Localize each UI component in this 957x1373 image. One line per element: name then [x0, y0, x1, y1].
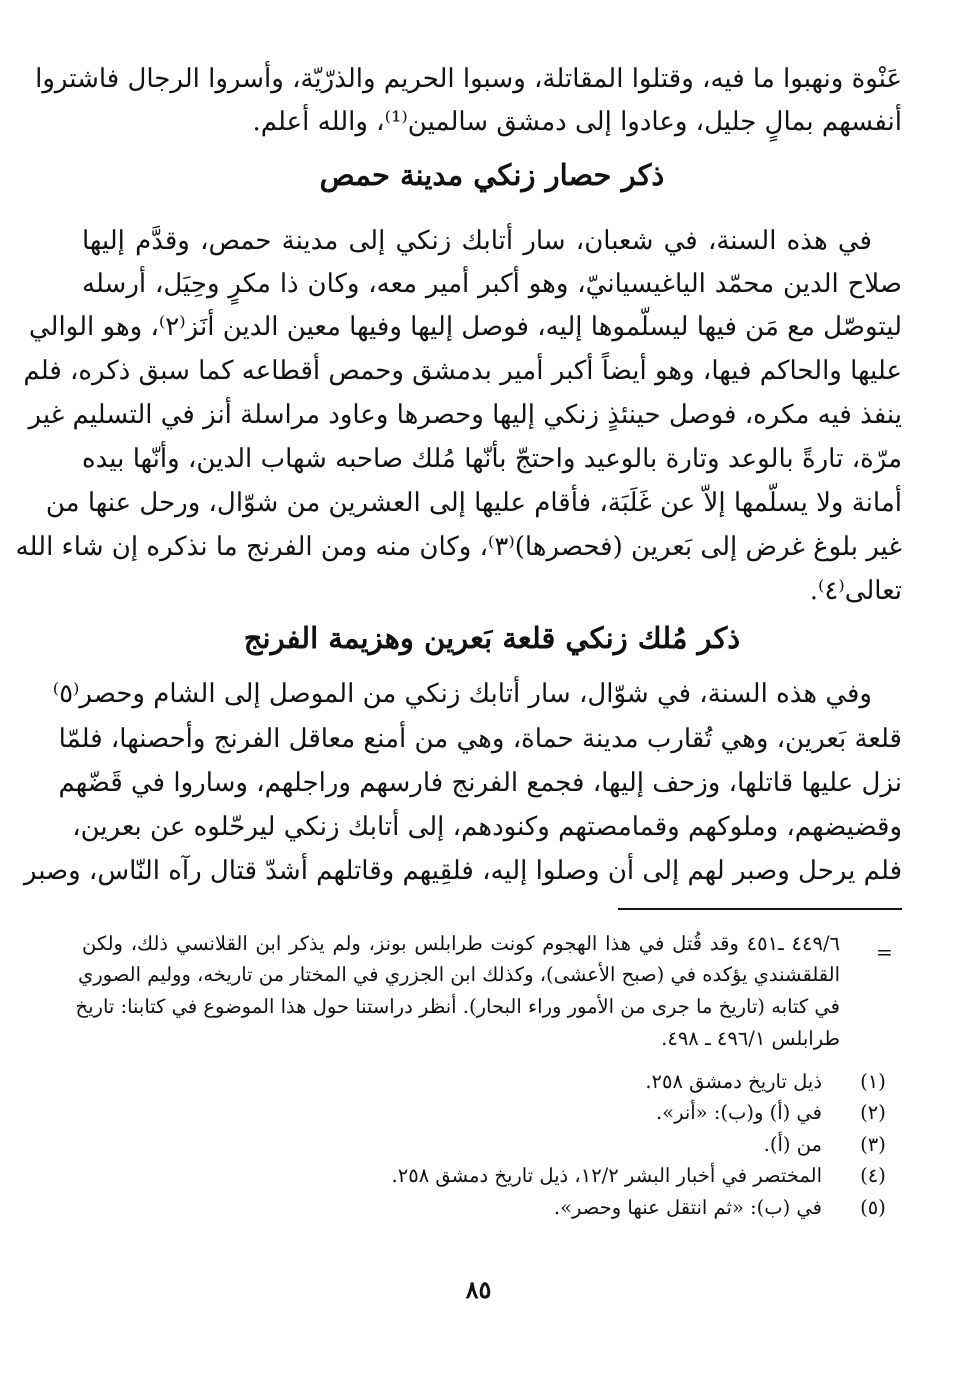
body-line: صلاح الدين محمّد الياغيسيانيّ، وهو أكبر أمير معه، وكان ذا مكرٍ وحِيَل، أرسله — [82, 269, 902, 299]
footnote-number: (٤) — [860, 1164, 886, 1187]
footnote-text: المختصر في أخبار البشر ١٢/٢، ذيل تاريخ دمشق ٢٥٨. — [391, 1164, 822, 1187]
body-line: تعالى⁽٤⁾. — [809, 576, 902, 606]
footnote-separator — [618, 908, 902, 910]
body-line: غير بلوغ غرض إلى بَعرين (فحصرها)⁽٣⁾، وكان منه ومن الفرنج ما نذكره إن شاء الله — [15, 532, 902, 562]
body-line: قلعة بَعرين، وهي تُقارب مدينة حماة، وهي من أمنع معاقل الفرنج وأحصنها، فلمّا — [58, 724, 902, 754]
footnote-text: في (أ) و(ب): «أنر». — [655, 1101, 822, 1124]
footnote-number: (٣) — [860, 1133, 886, 1156]
footnote-number: (٢) — [860, 1101, 886, 1124]
body-line: أمانة ولا يسلّمها إلاّ عن غَلَبَة، فأقام عليها إلى العشرين من شوّال، ورحل عنها من — [45, 488, 902, 518]
footnote-text: من (أ). — [763, 1133, 822, 1156]
body-line: ينفذ فيه مكره، فوصل حينئذٍ زنكي إليها وحصرها وعاود مراسلة أنز في التسليم غير — [28, 400, 902, 430]
body-line: مرّة، تارةً بالوعد وتارة بالوعيد واحتجّ بأنّها مُلك صاحبه شهاب الدين، وأنّها بيده — [82, 444, 902, 474]
body-line: عَنْوة ونهبوا ما فيه، وقتلوا المقاتلة، وسبوا الحريم والذرّيّة، وأسروا الرجال فاشتروا — [35, 64, 902, 94]
body-line: وقضيضهم، وملوكهم وقمامصتهم وكنودهم، إلى أتابك زنكي ليرحّلوه عن بعرين، — [72, 812, 902, 842]
footnote-number: (٥) — [860, 1196, 886, 1219]
footnote-line: ٤٤٩/٦ ـ٤٥١ وقد قُتل في هذا الهجوم كونت طرابلس بونز، ولم يذكر ابن القلانسي ذلك، ولكن — [82, 932, 840, 955]
page-number: ٨٥ — [465, 1275, 492, 1304]
footnote-number: (١) — [860, 1070, 886, 1093]
footnote-line: طرابلس ٤٩٦/١ ـ ٤٩٨. — [661, 1027, 840, 1050]
body-line: فلم يرحل وصبر لهم إلى أن وصلوا إليه، فلقِيهم وقاتلهم أشدّ قتال رآه النّاس، وصبر — [23, 856, 902, 886]
body-line: وفي هذه السنة، في شوّال، سار أتابك زنكي من الموصل إلى الشام وحصر⁽٥⁾ — [52, 679, 872, 709]
section-heading: ذكر مُلك زنكي قلعة بَعرين وهزيمة الفرنج — [243, 621, 741, 655]
body-line: عليها والحاكم فيها، وهو أيضاً أكبر أمير بدمشق وحمص أقطاعه كما سبق ذكره، فلم — [23, 356, 902, 386]
footnote-text: ذيل تاريخ دمشق ٢٥٨. — [645, 1070, 822, 1093]
body-line: ليتوصّل مع مَن فيها ليسلّموها إليه، فوصل إليها وفيها معين الدين أنَز⁽٢⁾، وهو الوالي — [28, 312, 902, 342]
footnote-line: القلقشندي يؤكده في (صبح الأعشى)، وكذلك ابن الجزري في المختار من تاريخه، ووليم الصوري — [78, 963, 840, 986]
body-line: نزل عليها قاتلها، وزحف إليها، فجمع الفرنج فارسهم وراجلهم، وساروا في قَضّهم — [58, 768, 902, 798]
footnote-continued-marker: = — [876, 940, 893, 964]
body-line: في هذه السنة، في شعبان، سار أتابك زنكي إلى مدينة حمص، وقدَّم إليها — [82, 226, 872, 256]
footnote-text: في (ب): «ثم انتقل عنها وحصر». — [553, 1196, 822, 1219]
section-heading: ذكر حصار زنكي مدينة حمص — [319, 158, 665, 192]
footnote-line: في كتابه (تاريخ ما جرى من الأمور وراء البحار). أنظر دراستنا حول هذا الموضوع في كتابنا: تاريخ — [75, 995, 840, 1018]
body-line: أنفسهم بمالٍ جليل، وعادوا إلى دمشق سالمين⁽¹⁾، والله أعلم. — [252, 107, 902, 137]
